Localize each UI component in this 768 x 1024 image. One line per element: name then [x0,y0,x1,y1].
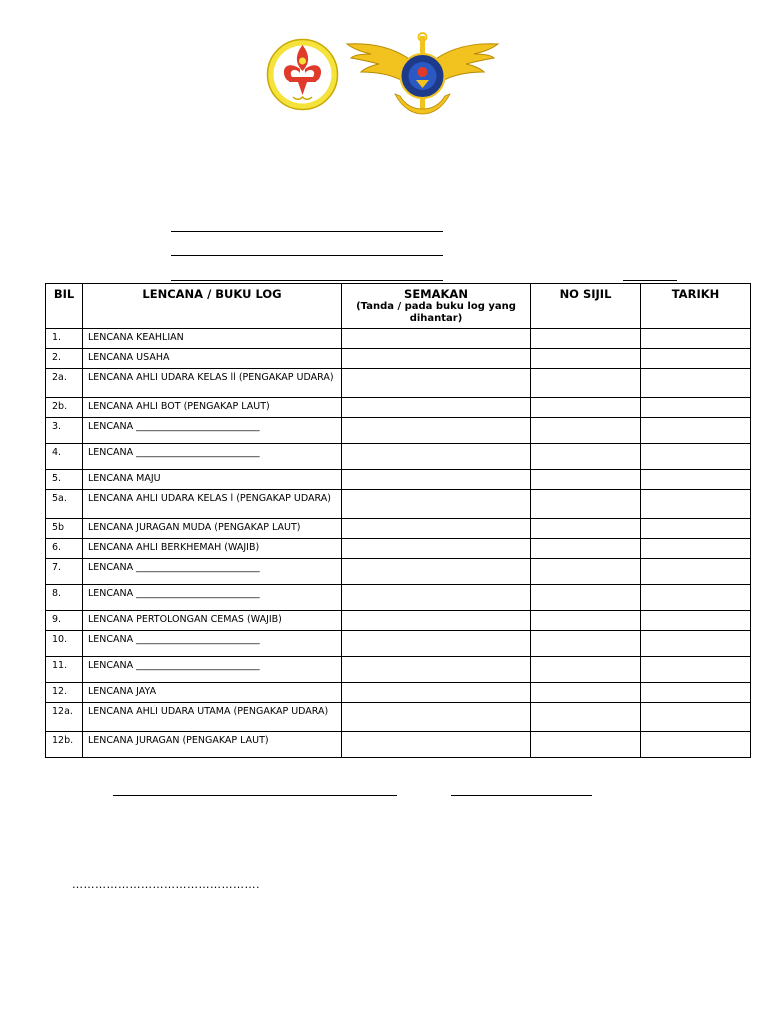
row-bil: 2b. [46,398,83,418]
row-bil: 2. [46,349,83,369]
cell-tarikh[interactable] [641,349,751,369]
form-line-4 [623,280,677,281]
row-lencana: LENCANA JURAGAN MUDA (PENGAKAP LAUT) [83,519,342,539]
row-bil: 12a. [46,703,83,732]
cell-no-sijil[interactable] [531,369,641,398]
cell-no-sijil[interactable] [531,585,641,611]
cell-semakan[interactable] [342,398,531,418]
row-bil: 5. [46,470,83,490]
cell-tarikh[interactable] [641,585,751,611]
cell-no-sijil[interactable] [531,683,641,703]
badge-checklist-table [45,283,751,758]
row-bil: 2a. [46,369,83,398]
table-row [46,329,751,349]
table-row [46,444,751,470]
column-header-lencana: LENCANA / BUKU LOG [83,284,342,329]
cell-no-sijil[interactable] [531,329,641,349]
signature-line [113,795,397,796]
table-row [46,470,751,490]
row-lencana: LENCANA AHLI BOT (PENGAKAP LAUT) [83,398,342,418]
cell-semakan[interactable] [342,349,531,369]
row-bil: 7. [46,559,83,585]
cell-tarikh[interactable] [641,611,751,631]
table-row [46,683,751,703]
row-bil: 3. [46,418,83,444]
cell-tarikh[interactable] [641,418,751,444]
cell-no-sijil[interactable] [531,539,641,559]
cell-no-sijil[interactable] [531,519,641,539]
cell-no-sijil[interactable] [531,349,641,369]
row-lencana: LENCANA AHLI UDARA UTAMA (PENGAKAP UDARA) [83,703,342,732]
cell-semakan[interactable] [342,369,531,398]
cell-semakan[interactable] [342,418,531,444]
table-row [46,490,751,519]
row-lencana: LENCANA AHLI BERKHEMAH (WAJIB) [83,539,342,559]
cell-no-sijil[interactable] [531,470,641,490]
row-bil: 11. [46,657,83,683]
cell-semakan[interactable] [342,519,531,539]
table-row [46,585,751,611]
cell-no-sijil[interactable] [531,732,641,758]
cell-tarikh[interactable] [641,539,751,559]
cell-semakan[interactable] [342,490,531,519]
cell-semakan[interactable] [342,703,531,732]
cell-semakan[interactable] [342,611,531,631]
cell-tarikh[interactable] [641,703,751,732]
row-lencana: LENCANA __________________________ [83,418,342,444]
table-row [46,418,751,444]
column-header-tarikh: TARIKH [641,284,751,329]
row-lencana: LENCANA PERTOLONGAN CEMAS (WAJIB) [83,611,342,631]
cell-tarikh[interactable] [641,732,751,758]
row-bil: 5a. [46,490,83,519]
table-row [46,732,751,758]
row-bil: 9. [46,611,83,631]
cell-no-sijil[interactable] [531,657,641,683]
dotted-signature-line: …………………………………………. [72,878,260,891]
table-row [46,349,751,369]
winged-anchor-emblem-icon [345,30,500,118]
cell-semakan[interactable] [342,470,531,490]
row-lencana: LENCANA KEAHLIAN [83,329,342,349]
scout-emblem-icon [265,37,340,112]
row-lencana: LENCANA __________________________ [83,585,342,611]
table-row [46,657,751,683]
cell-no-sijil[interactable] [531,418,641,444]
row-bil: 10. [46,631,83,657]
cell-tarikh[interactable] [641,398,751,418]
cell-tarikh[interactable] [641,444,751,470]
cell-semakan[interactable] [342,559,531,585]
semakan-title: SEMAKAN [404,287,468,301]
row-bil: 4. [46,444,83,470]
cell-semakan[interactable] [342,631,531,657]
table-row [46,559,751,585]
cell-tarikh[interactable] [641,490,751,519]
form-line-3 [171,280,443,281]
cell-no-sijil[interactable] [531,490,641,519]
form-line-1 [171,231,443,232]
table-row [46,703,751,732]
table-row [46,539,751,559]
cell-semakan[interactable] [342,683,531,703]
row-bil: 12. [46,683,83,703]
row-lencana: LENCANA __________________________ [83,657,342,683]
column-header-no-sijil: NO SIJIL [531,284,641,329]
cell-no-sijil[interactable] [531,444,641,470]
cell-no-sijil[interactable] [531,611,641,631]
row-bil: 1. [46,329,83,349]
cell-tarikh[interactable] [641,519,751,539]
cell-no-sijil[interactable] [531,398,641,418]
semakan-note: (Tanda / pada buku log yang dihantar) [356,301,516,324]
cell-semakan[interactable] [342,657,531,683]
row-bil: 12b. [46,732,83,758]
cell-semakan[interactable] [342,329,531,349]
row-lencana: LENCANA __________________________ [83,444,342,470]
table-row [46,519,751,539]
row-bil: 8. [46,585,83,611]
cell-semakan[interactable] [342,732,531,758]
row-lencana: LENCANA AHLI UDARA KELAS l (PENGAKAP UDARA) [83,490,342,519]
cell-semakan[interactable] [342,444,531,470]
cell-tarikh[interactable] [641,559,751,585]
row-lencana: LENCANA JURAGAN (PENGAKAP LAUT) [83,732,342,758]
cell-no-sijil[interactable] [531,631,641,657]
table-row [46,611,751,631]
cell-tarikh[interactable] [641,329,751,349]
row-lencana: LENCANA JAYA [83,683,342,703]
cell-semakan[interactable] [342,585,531,611]
cell-no-sijil[interactable] [531,703,641,732]
row-lencana: LENCANA MAJU [83,470,342,490]
column-header-bil: BIL [46,284,83,329]
row-lencana: LENCANA AHLI UDARA KELAS ll (PENGAKAP UDARA) [83,369,342,398]
cell-tarikh[interactable] [641,683,751,703]
row-lencana: LENCANA USAHA [83,349,342,369]
row-bil: 6. [46,539,83,559]
form-line-2 [171,255,443,256]
date-line [451,795,592,796]
table-row [46,631,751,657]
table-row [46,369,751,398]
cell-tarikh[interactable] [641,470,751,490]
table-row [46,398,751,418]
table-header-row [46,284,751,329]
cell-tarikh[interactable] [641,369,751,398]
row-bil: 5b [46,519,83,539]
cell-tarikh[interactable] [641,631,751,657]
cell-no-sijil[interactable] [531,559,641,585]
cell-semakan[interactable] [342,539,531,559]
row-lencana: LENCANA __________________________ [83,559,342,585]
column-header-semakan [342,284,531,329]
cell-tarikh[interactable] [641,657,751,683]
row-lencana: LENCANA __________________________ [83,631,342,657]
